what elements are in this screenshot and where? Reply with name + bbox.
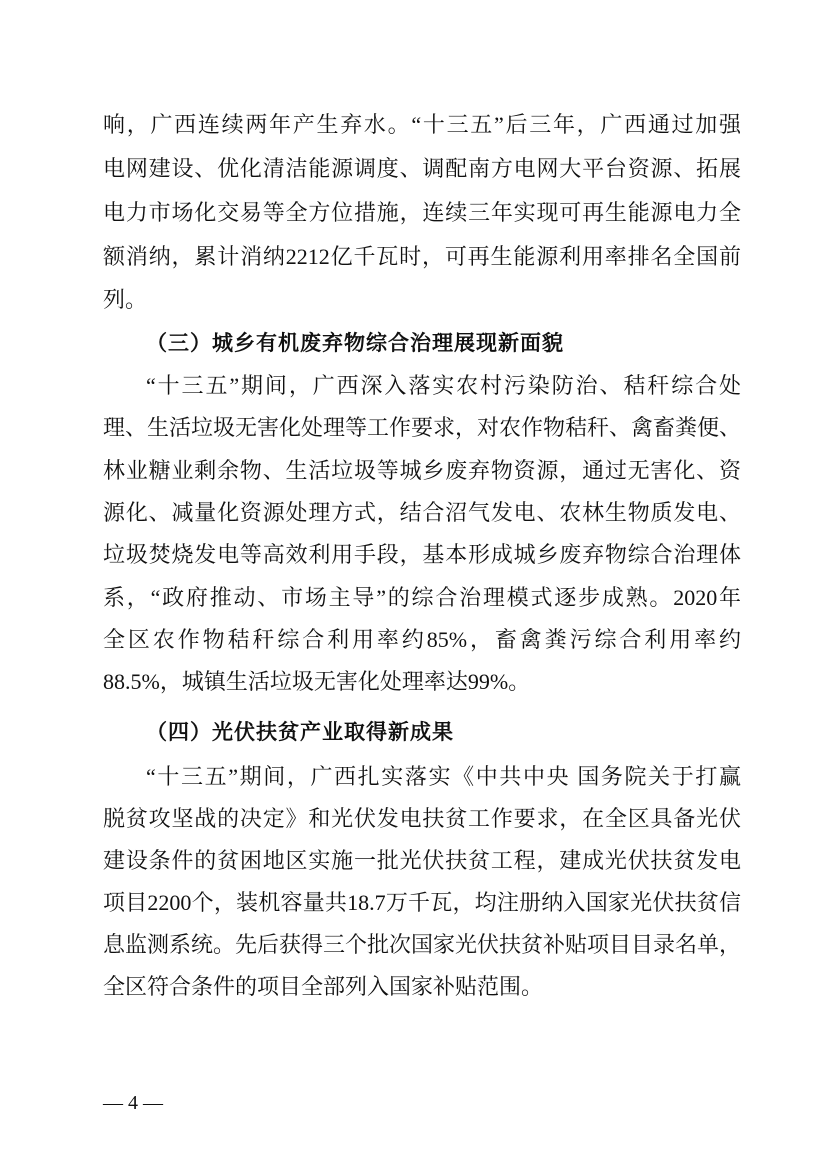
- text-line: 系，“政府推动、市场主导”的综合治理模式逐步成熟。2020年: [103, 585, 741, 610]
- text-line: 源化、减量化资源处理方式，结合沼气发电、农林生物质发电、: [103, 500, 741, 525]
- text-line: 垃圾焚烧发电等高效利用手段，基本形成城乡废弃物综合治理体: [103, 542, 741, 567]
- text-line: 列。: [103, 287, 148, 312]
- text-line: 全区符合条件的项目全部列入国家补贴范围。: [103, 974, 544, 999]
- text-line: 电力市场化交易等全方位措施，连续三年实现可再生能源电力全: [103, 200, 741, 225]
- text-line: “十三五”期间，广西深入落实农村污染防治、秸秆综合处: [146, 373, 741, 398]
- text-line: 建设条件的贫困地区实施一批光伏扶贫工程，建成光伏扶贫发电: [103, 848, 741, 873]
- text-line: 电网建设、优化清洁能源调度、调配南方电网大平台资源、拓展: [103, 156, 741, 181]
- section-heading-3: （三）城乡有机废弃物综合治理展现新面貌: [146, 331, 564, 355]
- text-line: 理、生活垃圾无害化处理等工作要求，对农作物秸秆、禽畜粪便、: [103, 415, 742, 440]
- text-line: 项目2200个，装机容量共18.7万千瓦，均注册纳入国家光伏扶贫信: [103, 890, 741, 915]
- text-line: “十三五”期间，广西扎实落实《中共中央 国务院关于打赢: [146, 764, 741, 789]
- text-line: 林业糖业剩余物、生活垃圾等城乡废弃物资源，通过无害化、资: [103, 458, 741, 483]
- text-line: 脱贫攻坚战的决定》和光伏发电扶贫工作要求，在全区具备光伏: [103, 806, 741, 831]
- text-line: 88.5%，城镇生活垃圾无害化处理率达99%。: [103, 669, 531, 694]
- section-heading-4: （四）光伏扶贫产业取得新成果: [146, 720, 454, 744]
- text-line: 额消纳，累计消纳2212亿千瓦时，可再生能源利用率排名全国前: [103, 244, 741, 269]
- text-line: 息监测系统。先后获得三个批次国家光伏扶贫补贴项目目录名单，: [103, 932, 742, 957]
- text-line: 响，广西连续两年产生弃水。“十三五”后三年，广西通过加强: [103, 112, 742, 137]
- page-number: — 4 —: [103, 1092, 163, 1114]
- text-line: 全区农作物秸秆综合利用率约85%，畜禽粪污综合利用率约: [103, 627, 741, 652]
